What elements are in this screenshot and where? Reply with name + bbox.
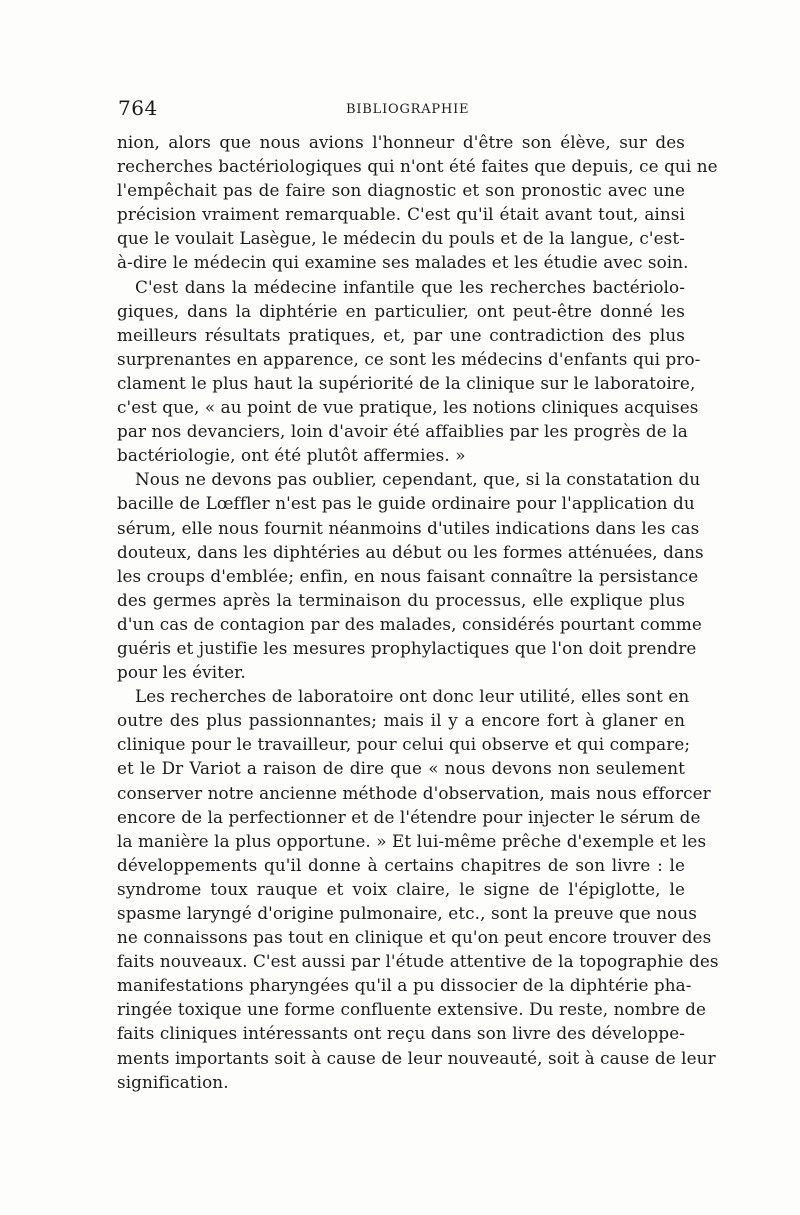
text-line: c'est que, « au point de vue pratique, les notions cliniques acquises: [117, 397, 699, 418]
paragraph: [117, 467, 704, 684]
text-line: surprenantes en apparence, ce sont les médecins d'enfants qui pro-: [117, 348, 701, 369]
text-line: d'un cas de contagion par des malades, considérés pourtant comme: [117, 613, 702, 634]
text-line: et le Dr Variot a raison de dire que « nous devons non seulement: [117, 758, 685, 779]
text-line: sérum, elle nous fournit néanmoins d'utiles indications dans les cas: [117, 517, 700, 538]
text-line: à-dire le médecin qui examine ses malades et les étudie avec soin.: [117, 252, 689, 273]
text-line: ne connaissons pas tout en clinique et qu'on peut encore trouver des: [117, 927, 712, 948]
text-line: Nous ne devons pas oublier, cependant, que, si la constatation du: [135, 469, 701, 490]
text-line: guéris et justifie les mesures prophylactiques que l'on doit prendre: [117, 637, 697, 658]
text-line: faits cliniques intéressants ont reçu dans son livre des développe-: [117, 1023, 685, 1044]
text-line: des germes après la terminaison du processus, elle explique plus: [117, 589, 685, 610]
text-line: que le voulait Lasègue, le médecin du pouls et de la langue, c'est-: [117, 228, 685, 249]
text-line: par nos devanciers, loin d'avoir été affaiblies par les progrès de la: [117, 421, 688, 442]
paragraph: [117, 275, 701, 468]
paragraph: [117, 684, 719, 1094]
text-line: clinique pour le travailleur, pour celui qui observe et qui compare;: [117, 734, 691, 755]
text-line: l'empêchait pas de faire son diagnostic et son pronostic avec une: [117, 180, 685, 201]
text-line: meilleurs résultats pratiques, et, par une contradiction des plus: [117, 324, 685, 345]
text-line: développements qu'il donne à certains chapitres de son livre : le: [117, 854, 685, 875]
text-line: syndrome toux rauque et voix claire, le signe de l'épiglotte, le: [117, 878, 685, 899]
text-line: la manière la plus opportune. » Et lui-même prêche d'exemple et les: [117, 830, 707, 851]
text-line: douteux, dans les diphtéries au début ou les formes atténuées, dans: [117, 541, 704, 562]
text-line: clament le plus haut la supériorité de la clinique sur le laboratoire,: [117, 372, 696, 393]
text-line: nion, alors que nous avions l'honneur d'être son élève, sur des: [117, 132, 685, 152]
text-line: encore de la perfectionner et de l'étendre pour injecter le sérum de: [117, 806, 701, 827]
text-line: recherches bactériologiques qui n'ont été faites que depuis, ce qui ne: [117, 156, 718, 177]
text-line: les croups d'emblée; enfin, en nous faisant connaître la persistance: [117, 565, 699, 586]
text-line: faits nouveaux. C'est aussi par l'étude attentive de la topographie des: [117, 951, 719, 972]
text-line: manifestations pharyngées qu'il a pu dissocier de la diphtérie pha-: [117, 975, 692, 996]
text-line: C'est dans la médecine infantile que les recherches bactériolo-: [135, 276, 685, 297]
page-header: [118, 96, 686, 124]
body-text: [117, 130, 719, 1094]
text-line: spasme laryngé d'origine pulmonaire, etc., sont la preuve que nous: [117, 903, 697, 923]
text-line: signification.: [117, 1071, 229, 1092]
text-line: ringée toxique une forme confluente extensive. Du reste, nombre de: [117, 999, 707, 1020]
text-line: bacille de Lœffler n'est pas le guide ordinaire pour l'application du: [117, 493, 695, 514]
paragraph: [117, 130, 718, 275]
text-line: conserver notre ancienne méthode d'observation, mais nous efforcer: [117, 782, 711, 803]
page-number: 764: [118, 96, 158, 120]
text-line: précision vraiment remarquable. C'est qu'il était avant tout, ainsi: [117, 204, 685, 225]
text-line: pour les éviter.: [117, 662, 246, 683]
running-head: BIBLIOGRAPHIE: [346, 102, 470, 117]
text-line: ments importants soit à cause de leur nouveauté, soit à cause de leur: [117, 1047, 716, 1068]
text-line: giques, dans la diphtérie en particulier, ont peut-être donné les: [117, 300, 685, 321]
text-line: bactériologie, ont été plutôt affermies. »: [117, 445, 466, 466]
text-line: outre des plus passionnantes; mais il y a encore fort à glaner en: [117, 710, 685, 731]
text-line: Les recherches de laboratoire ont donc leur utilité, elles sont en: [135, 686, 690, 707]
